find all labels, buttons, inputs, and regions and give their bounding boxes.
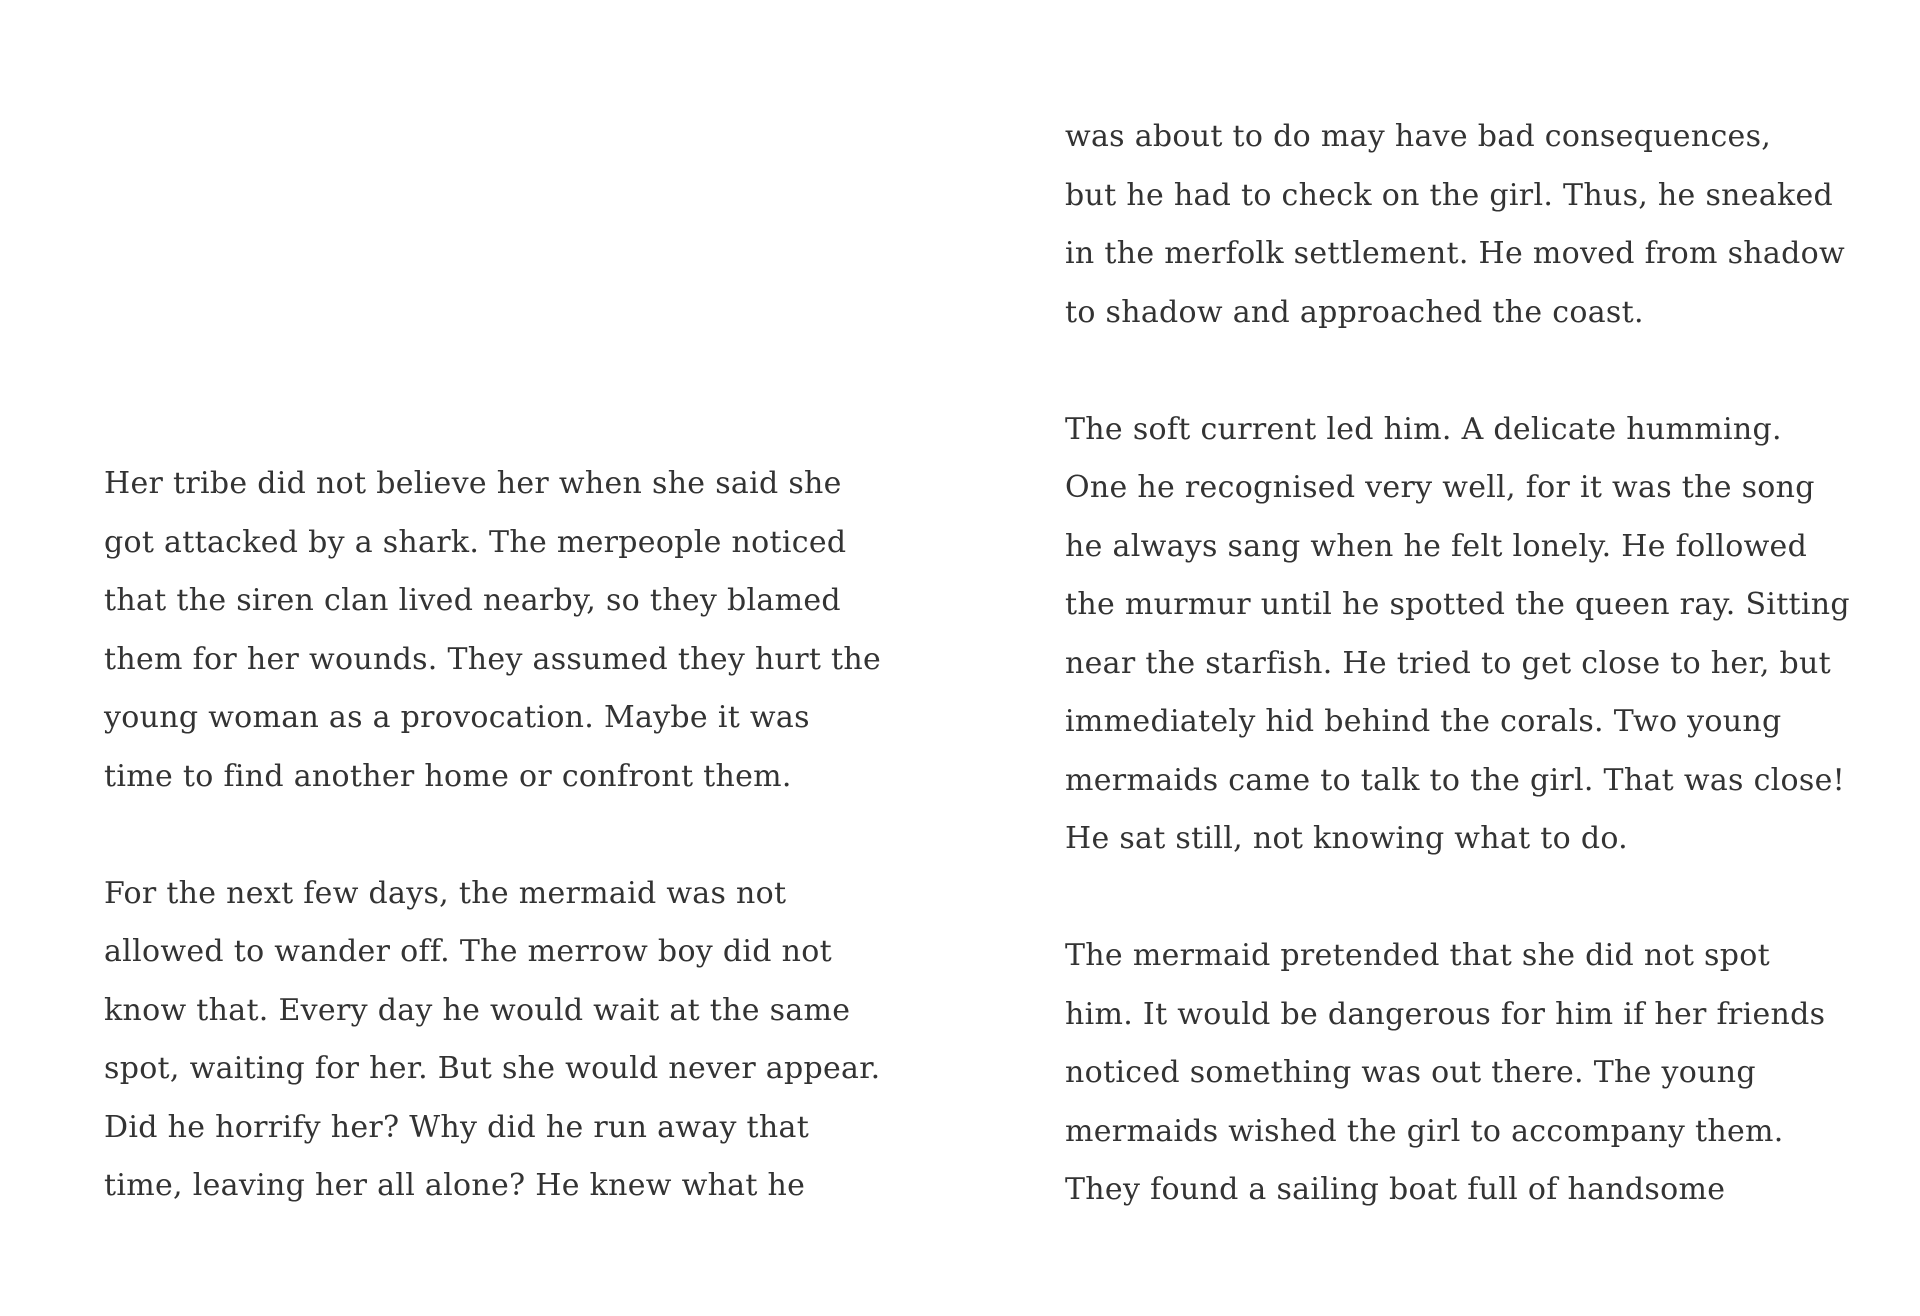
text-line: He sat still, not knowing what to do.: [1065, 821, 1629, 856]
text-line: young woman as a provocation. Maybe it was: [104, 700, 810, 735]
text-line: them for her wounds. They assumed they hurt the: [104, 641, 882, 677]
text-line: that the siren clan lived nearby, so they blamed: [104, 583, 841, 618]
left-page-text: [104, 455, 904, 1216]
text-line: near the starfish. He tried to get close to her, but: [1065, 645, 1831, 681]
paragraph: [1065, 108, 1865, 342]
text-line: Did he horrify her? Why did he run away that: [104, 1109, 810, 1145]
text-line: know that. Every day he would wait at the same: [104, 992, 851, 1028]
paragraph: [1065, 401, 1865, 869]
paragraph-gap: [1065, 869, 1865, 928]
text-line: he always sang when he felt lonely. He followed: [1065, 528, 1808, 564]
text-line: time, leaving her all alone? He knew what he: [104, 1168, 806, 1203]
text-line: One he recognised very well, for it was the song: [1065, 470, 1815, 505]
text-line: in the merfolk settlement. He moved from shadow: [1065, 236, 1845, 271]
text-line: Her tribe did not believe her when she said she: [104, 466, 842, 501]
text-line: time to find another home or confront them.: [104, 758, 792, 794]
text-line: For the next few days, the mermaid was not: [104, 875, 787, 911]
text-line: mermaids came to talk to the girl. That was close!: [1065, 762, 1846, 798]
text-line: immediately hid behind the corals. Two young: [1065, 704, 1782, 739]
text-line: him. It would be dangerous for him if her friends: [1065, 996, 1826, 1032]
text-line: mermaids wished the girl to accompany them.: [1065, 1113, 1784, 1149]
text-line: to shadow and approached the coast.: [1065, 294, 1644, 330]
text-line: was about to do may have bad consequences,: [1065, 119, 1772, 154]
text-line: noticed something was out there. The young: [1065, 1055, 1756, 1090]
paragraph-gap: [104, 806, 904, 865]
text-line: spot, waiting for her. But she would never appear.: [104, 1051, 881, 1086]
text-line: The mermaid pretended that she did not spot: [1065, 938, 1770, 973]
text-line: They found a sailing boat full of handsome: [1065, 1172, 1726, 1207]
text-line: allowed to wander off. The merrow boy did not: [104, 934, 832, 969]
text-line: the murmur until he spotted the queen ray. Sitting: [1065, 587, 1850, 622]
text-line: but he had to check on the girl. Thus, he sneaked: [1065, 177, 1834, 213]
paragraph: [104, 865, 904, 1216]
text-line: The soft current led him. A delicate humming.: [1065, 411, 1782, 447]
paragraph: [1065, 927, 1865, 1220]
paragraph: [104, 455, 904, 806]
right-page-text: [1065, 108, 1865, 1220]
paragraph-gap: [1065, 342, 1865, 401]
text-line: got attacked by a shark. The merpeople noticed: [104, 524, 847, 560]
right-page: [960, 0, 1920, 1316]
